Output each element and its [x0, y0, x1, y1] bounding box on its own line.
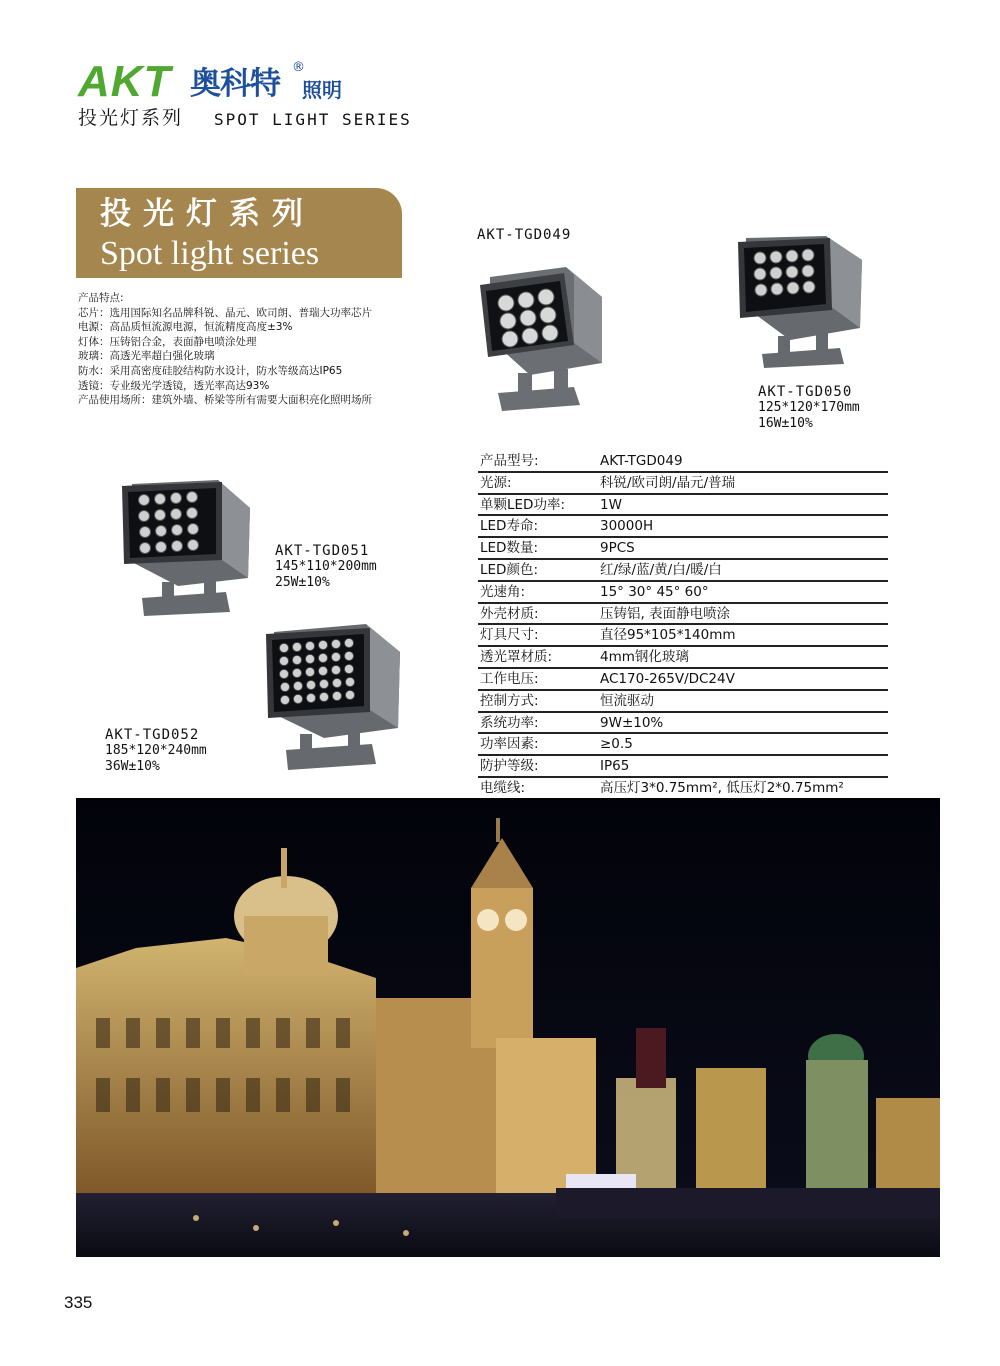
spec-value: ≥0.5: [600, 736, 633, 753]
spec-value: 恒流驱动: [600, 692, 654, 709]
banner-title-cn: 投光灯系列: [100, 196, 315, 232]
feature-line: 电源：高品质恒流源电源，恒流精度高度±3%: [78, 321, 293, 334]
spec-row: [478, 691, 888, 713]
product-size: 125*120*170mm: [758, 400, 860, 415]
product-features: [78, 291, 372, 408]
spec-label: 电缆线:: [480, 779, 526, 796]
product-model: AKT-TGD049: [477, 227, 572, 243]
spec-label: 系统功率:: [480, 714, 539, 731]
product-caption-tgd052: [105, 727, 207, 775]
registered-mark: ®: [292, 60, 305, 75]
product-power: 16W±10%: [758, 416, 813, 431]
product-caption-tgd051: [275, 543, 377, 591]
product-model: AKT-TGD052: [105, 727, 200, 743]
brand-name: 奥科特: [190, 66, 280, 102]
product-size: 185*120*240mm: [105, 743, 207, 758]
spotlight-tgd050-image: [730, 232, 870, 372]
spotlight-tgd051-image: [118, 478, 258, 623]
banner-title-en: Spot light series: [100, 235, 320, 272]
spec-row: [478, 560, 888, 582]
spec-row: [478, 647, 888, 669]
product-power: 36W±10%: [105, 759, 160, 774]
spec-label: LED寿命:: [480, 518, 538, 535]
product-model: AKT-TGD050: [758, 384, 853, 400]
spec-row: [478, 734, 888, 756]
spec-value: 高压灯3*0.75mm², 低压灯2*0.75mm²: [600, 779, 844, 796]
feature-line: 产品特点:: [78, 292, 124, 304]
spec-value: 科锐/欧司朗/晶元/普瑞: [600, 474, 736, 491]
brand-sub: 照明: [302, 78, 342, 102]
feature-line: 防水：采用高密度硅胶结构防水设计，防水等级高达IP65: [78, 364, 343, 377]
brand-logo: AKT: [78, 57, 172, 106]
spec-label: 工作电压:: [480, 670, 539, 687]
spec-label: 光源:: [480, 474, 512, 491]
spec-value: IP65: [600, 758, 630, 775]
spec-table: [478, 451, 888, 822]
night-cityscape-photo: [76, 798, 940, 1257]
feature-line: 产品使用场所：建筑外墙、桥梁等所有需要大面积亮化照明场所: [78, 394, 372, 407]
spec-value: 压铸铝, 表面静电喷涂: [600, 605, 731, 622]
spec-label: 功率因素:: [480, 736, 539, 753]
spec-row: [478, 756, 888, 778]
spec-row: [478, 582, 888, 604]
product-size: 145*110*200mm: [275, 559, 377, 574]
spec-value: 30000H: [600, 518, 654, 535]
spec-label: LED颜色:: [480, 561, 538, 578]
spec-row: [478, 604, 888, 626]
spotlight-tgd052-image: [262, 622, 407, 772]
spec-label: 光速角:: [480, 583, 526, 600]
spec-row: [478, 713, 888, 735]
spec-row: [478, 495, 888, 517]
spec-value: 红/绿/蓝/黄/白/暖/白: [600, 561, 722, 578]
spec-label: 产品型号:: [480, 453, 539, 469]
product-caption-tgd050: [758, 384, 860, 432]
feature-line: 芯片：选用国际知名品牌科锐、晶元、欧司朗、普瑞大功率芯片: [78, 306, 372, 319]
spec-row: [478, 538, 888, 560]
spec-value: 9W±10%: [600, 714, 664, 731]
spec-label: 灯具尺寸:: [480, 627, 539, 644]
spec-label: 防护等级:: [480, 758, 539, 775]
product-power: 25W±10%: [275, 575, 330, 590]
spec-row: [478, 473, 888, 495]
feature-line: 玻璃：高透光率超白强化玻璃: [78, 350, 215, 363]
spec-value: 9PCS: [600, 540, 635, 557]
feature-line: 灯体：压铸铝合金，表面静电喷涂处理: [78, 335, 257, 348]
product-caption-tgd049: [477, 227, 571, 243]
feature-line: 透镜：专业级光学透镜，透光率高达93%: [78, 379, 270, 392]
spec-value: AC170-265V/DC24V: [600, 670, 735, 687]
series-title-en: SPOT LIGHT SERIES: [214, 110, 412, 129]
spec-row: [478, 451, 888, 473]
spotlight-tgd049-image: [470, 265, 610, 415]
spec-label: 透光罩材质:: [480, 649, 553, 666]
spec-value: 15° 30° 45° 60°: [600, 583, 709, 600]
spec-row: [478, 778, 888, 800]
spec-row: [478, 625, 888, 647]
spec-value: 1W: [600, 496, 622, 513]
series-title-cn: 投光灯系列: [78, 107, 184, 129]
page-number: 335: [64, 1293, 93, 1312]
spec-label: 外壳材质:: [480, 605, 539, 622]
spec-row: [478, 516, 888, 538]
spec-value: 直径95*105*140mm: [600, 627, 736, 644]
spec-label: LED数量:: [480, 540, 538, 557]
spec-label: 单颗LED功率:: [480, 496, 565, 513]
spec-value: AKT-TGD049: [600, 453, 683, 469]
spec-value: 4mm钢化玻璃: [600, 649, 689, 666]
spec-label: 控制方式:: [480, 692, 539, 709]
product-model: AKT-TGD051: [275, 543, 370, 559]
spec-row: [478, 669, 888, 691]
